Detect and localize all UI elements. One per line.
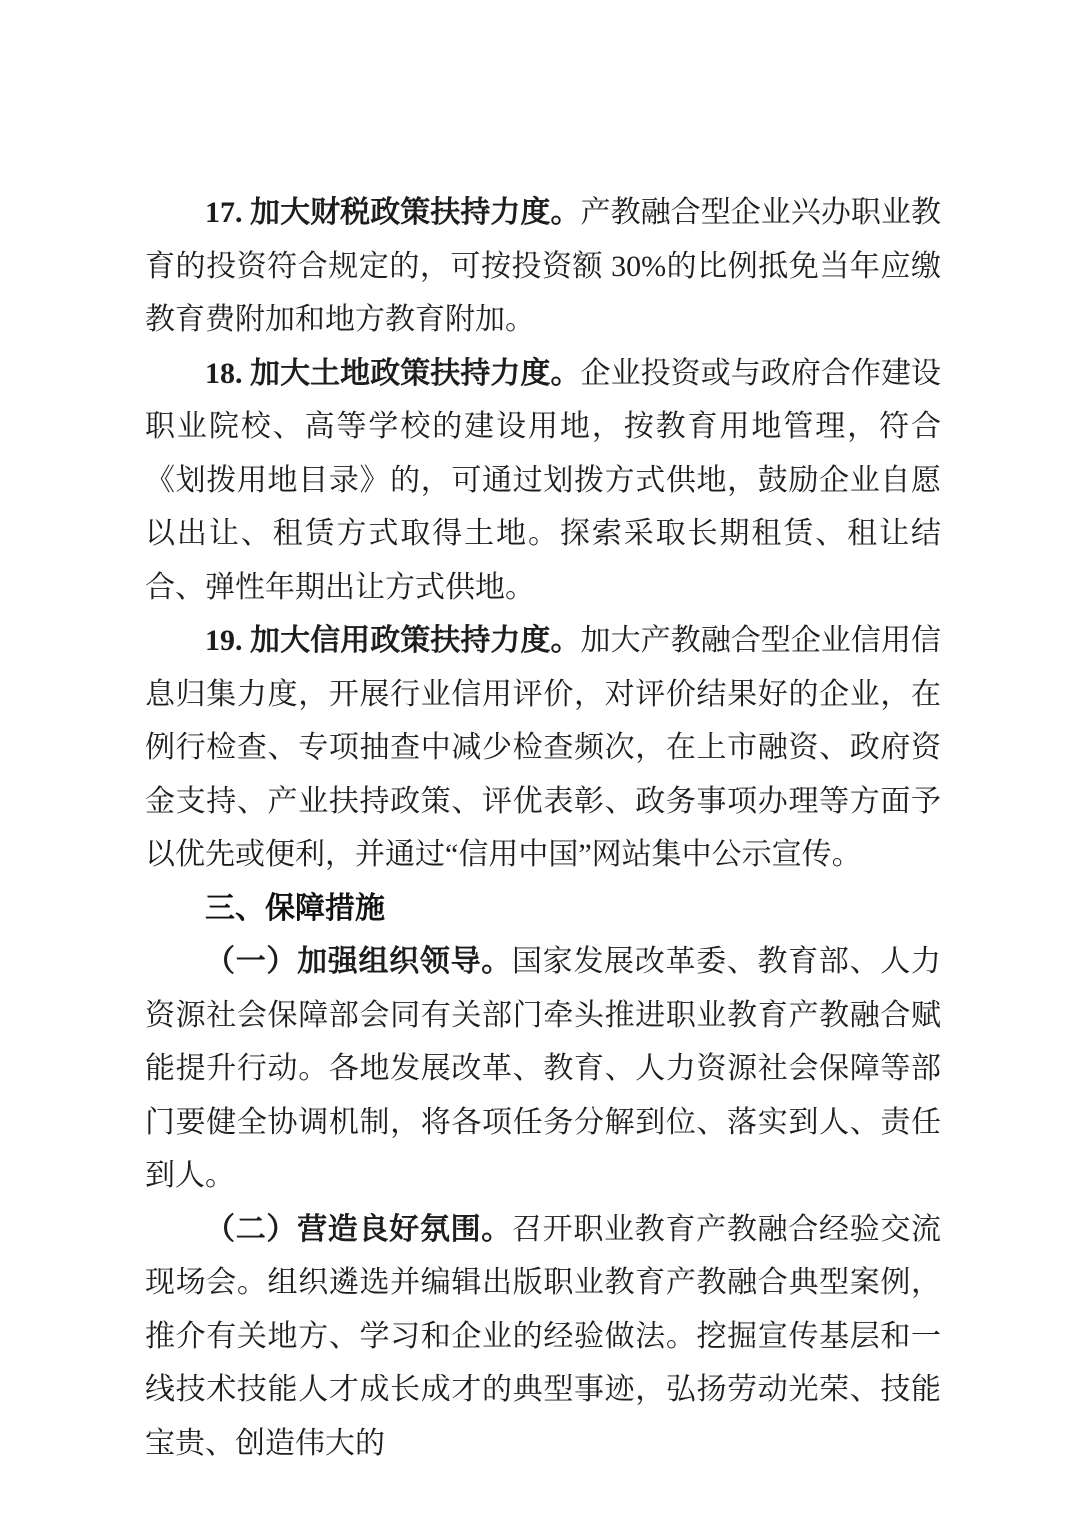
- paragraph-19-body: 加大产教融合型企业信用信息归集力度，开展行业信用评价，对评价结果好的企业，在例行检查、专项抽查中减少检查频次，在上市融资、政府资金支持、产业扶持政策、评优表彰、政务事项办理等方面予以优先或便利，并通过“信用中国”网站集中公示宣传。: [145, 624, 942, 871]
- paragraph-item-1: [145, 935, 941, 1203]
- paragraph-17-lead: 17. 加大财税政策扶持力度。: [205, 196, 581, 229]
- paragraph-18-body: 企业投资或与政府合作建设职业院校、高等学校的建设用地，按教育用地管理，符合《划拨用地目录》的，可通过划拨方式供地，鼓励企业自愿以出让、租赁方式取得土地。探索采取长期租赁、租让结合、弹性年期出让方式供地。: [145, 356, 942, 604]
- paragraph-18: [145, 347, 941, 615]
- paragraph-item-2: [145, 1203, 941, 1471]
- paragraph-19-lead: 19. 加大信用政策扶持力度。: [205, 624, 581, 657]
- paragraph-item-2-body: 召开职业教育产教融合经验交流现场会。组织遴选并编辑出版职业教育产教融合典型案例，推介有关地方、学习和企业的经验做法。挖掘宣传基层和一线技术技能人才成长成才的典型事迹，弘扬劳动光荣、技能宝贵、创造伟大的: [145, 1212, 942, 1460]
- paragraph-19: [145, 614, 941, 882]
- paragraph-item-1-lead: （一）加强组织领导。: [205, 945, 512, 978]
- paragraph-18-lead: 18. 加大土地政策扶持力度。: [205, 356, 581, 390]
- paragraph-17: [145, 186, 941, 347]
- paragraph-17-body: 产教融合型企业兴办职业教育的投资符合规定的，可按投资额 30%的比例抵免当年应缴教育费附加和地方教育附加。: [145, 196, 942, 336]
- document-body: [145, 186, 941, 1470]
- section-heading-safeguard-measures: 三、保障措施: [205, 891, 385, 925]
- paragraph-item-2-lead: （二）营造良好氛围。: [205, 1212, 512, 1246]
- paragraph-item-1-body: 国家发展改革委、教育部、人力资源社会保障部会同有关部门牵头推进职业教育产教融合赋能提升行动。各地发展改革、教育、人力资源社会保障等部门要健全协调机制，将各项任务分解到位、落实到人、责任到人。: [145, 945, 942, 1192]
